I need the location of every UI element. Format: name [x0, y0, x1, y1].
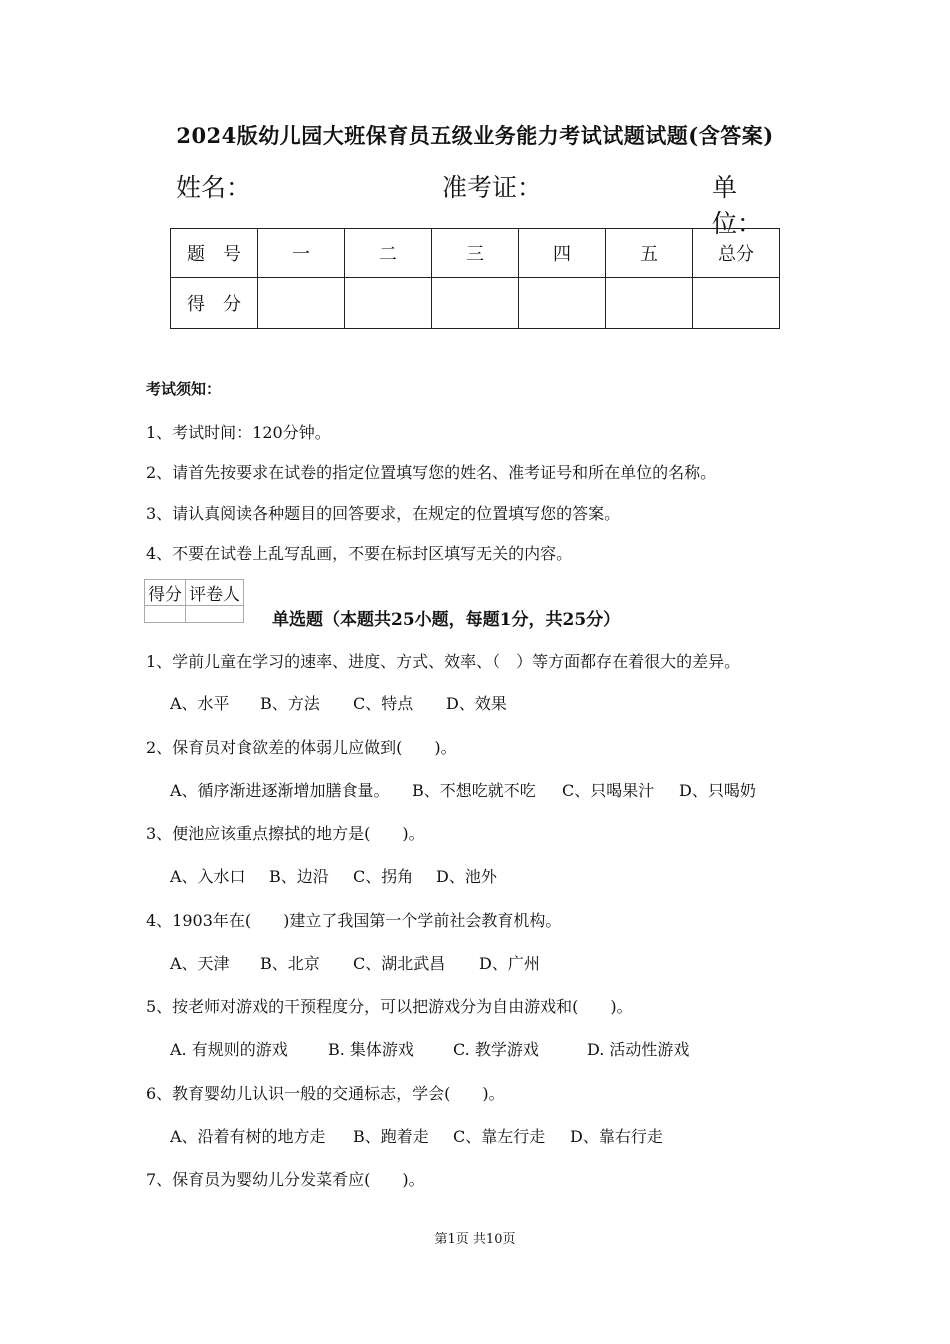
unit-field-label: 单位：: [712, 173, 763, 238]
score-table-header-3: 三: [432, 229, 519, 278]
option: A、天津: [170, 954, 230, 973]
option: B、边沿: [269, 867, 329, 886]
question-stem: 1、学前儿童在学习的速率、进度、方式、效率、（ ）等方面都存在着很大的差异。: [146, 652, 741, 671]
notice-item: 2、请首先按要求在试卷的指定位置填写您的姓名、准考证号和所在单位的名称。: [146, 463, 717, 482]
question-stem: 4、1903年在( )建立了我国第一个学前社会教育机构。: [146, 911, 562, 930]
section-title: 单选题（本题共25小题，每题1分，共25分）: [272, 610, 621, 630]
option: D、只喝奶: [679, 781, 756, 800]
option: D. 活动性游戏: [587, 1040, 690, 1059]
score-cell-2: [345, 278, 432, 329]
question-stem: 3、便池应该重点擦拭的地方是( )。: [146, 824, 425, 843]
score-table-header-row: [171, 229, 780, 278]
option: B. 集体游戏: [328, 1040, 414, 1059]
score-table: [170, 228, 780, 329]
score-table-header-5: 五: [606, 229, 693, 278]
score-table-header-2: 二: [345, 229, 432, 278]
option: B、方法: [260, 694, 320, 713]
name-field-label: 姓名：: [176, 173, 252, 202]
option: B、不想吃就不吃: [412, 781, 536, 800]
question-stem: 6、教育婴幼儿认识一般的交通标志，学会( )。: [146, 1084, 505, 1103]
grader-name-label: 评卷人: [186, 580, 244, 606]
notice-item: 3、请认真阅读各种题目的回答要求，在规定的位置填写您的答案。: [146, 504, 621, 523]
notice-title: 考试须知：: [146, 380, 222, 398]
grader-score-cell: [145, 606, 186, 623]
option: C、湖北武昌: [353, 954, 446, 973]
score-table-row-label: 得 分: [171, 278, 258, 329]
option: C、靠左行走: [453, 1127, 546, 1146]
page-footer: 第1页 共10页: [434, 1232, 516, 1247]
score-cell-4: [519, 278, 606, 329]
option: A、循序渐进逐渐增加膳食量。: [170, 781, 390, 800]
option: C、拐角: [353, 867, 414, 886]
notice-item: 1、考试时间：120分钟。: [146, 423, 331, 442]
score-cell-1: [258, 278, 345, 329]
score-cell-5: [606, 278, 693, 329]
score-table-header-total: 总分: [693, 229, 780, 278]
option: D、池外: [436, 867, 497, 886]
question-stem: 5、按老师对游戏的干预程度分，可以把游戏分为自由游戏和( )。: [146, 997, 633, 1016]
score-cell-total: [693, 278, 780, 329]
option: A、入水口: [170, 867, 246, 886]
option: A. 有规则的游戏: [170, 1040, 288, 1059]
exam-id-field-label: 准考证：: [442, 173, 543, 202]
option: C. 教学游戏: [453, 1040, 539, 1059]
option: C、特点: [353, 694, 414, 713]
score-table-score-row: [171, 278, 780, 329]
option: A、沿着有树的地方走: [170, 1127, 326, 1146]
grader-score-label: 得分: [145, 580, 186, 606]
grader-name-cell: [186, 606, 244, 623]
score-cell-3: [432, 278, 519, 329]
document-title: 2024版幼儿园大班保育员五级业务能力考试试题试题(含答案): [176, 123, 774, 148]
notice-item: 4、不要在试卷上乱写乱画，不要在标封区填写无关的内容。: [146, 544, 573, 563]
question-stem: 2、保育员对食欲差的体弱儿应做到( )。: [146, 738, 457, 757]
question-stem: 7、保育员为婴幼儿分发菜肴应( )。: [146, 1170, 425, 1189]
option: B、跑着走: [353, 1127, 429, 1146]
option: A、水平: [170, 694, 230, 713]
option: D、效果: [446, 694, 507, 713]
grader-box: [144, 579, 244, 623]
score-table-header-1: 一: [258, 229, 345, 278]
option: D、靠右行走: [570, 1127, 663, 1146]
score-table-header-label: 题 号: [171, 229, 258, 278]
option: D、广州: [479, 954, 540, 973]
score-table-header-4: 四: [519, 229, 606, 278]
option: C、只喝果汁: [562, 781, 655, 800]
option: B、北京: [260, 954, 320, 973]
candidate-info-fields: [176, 168, 776, 238]
